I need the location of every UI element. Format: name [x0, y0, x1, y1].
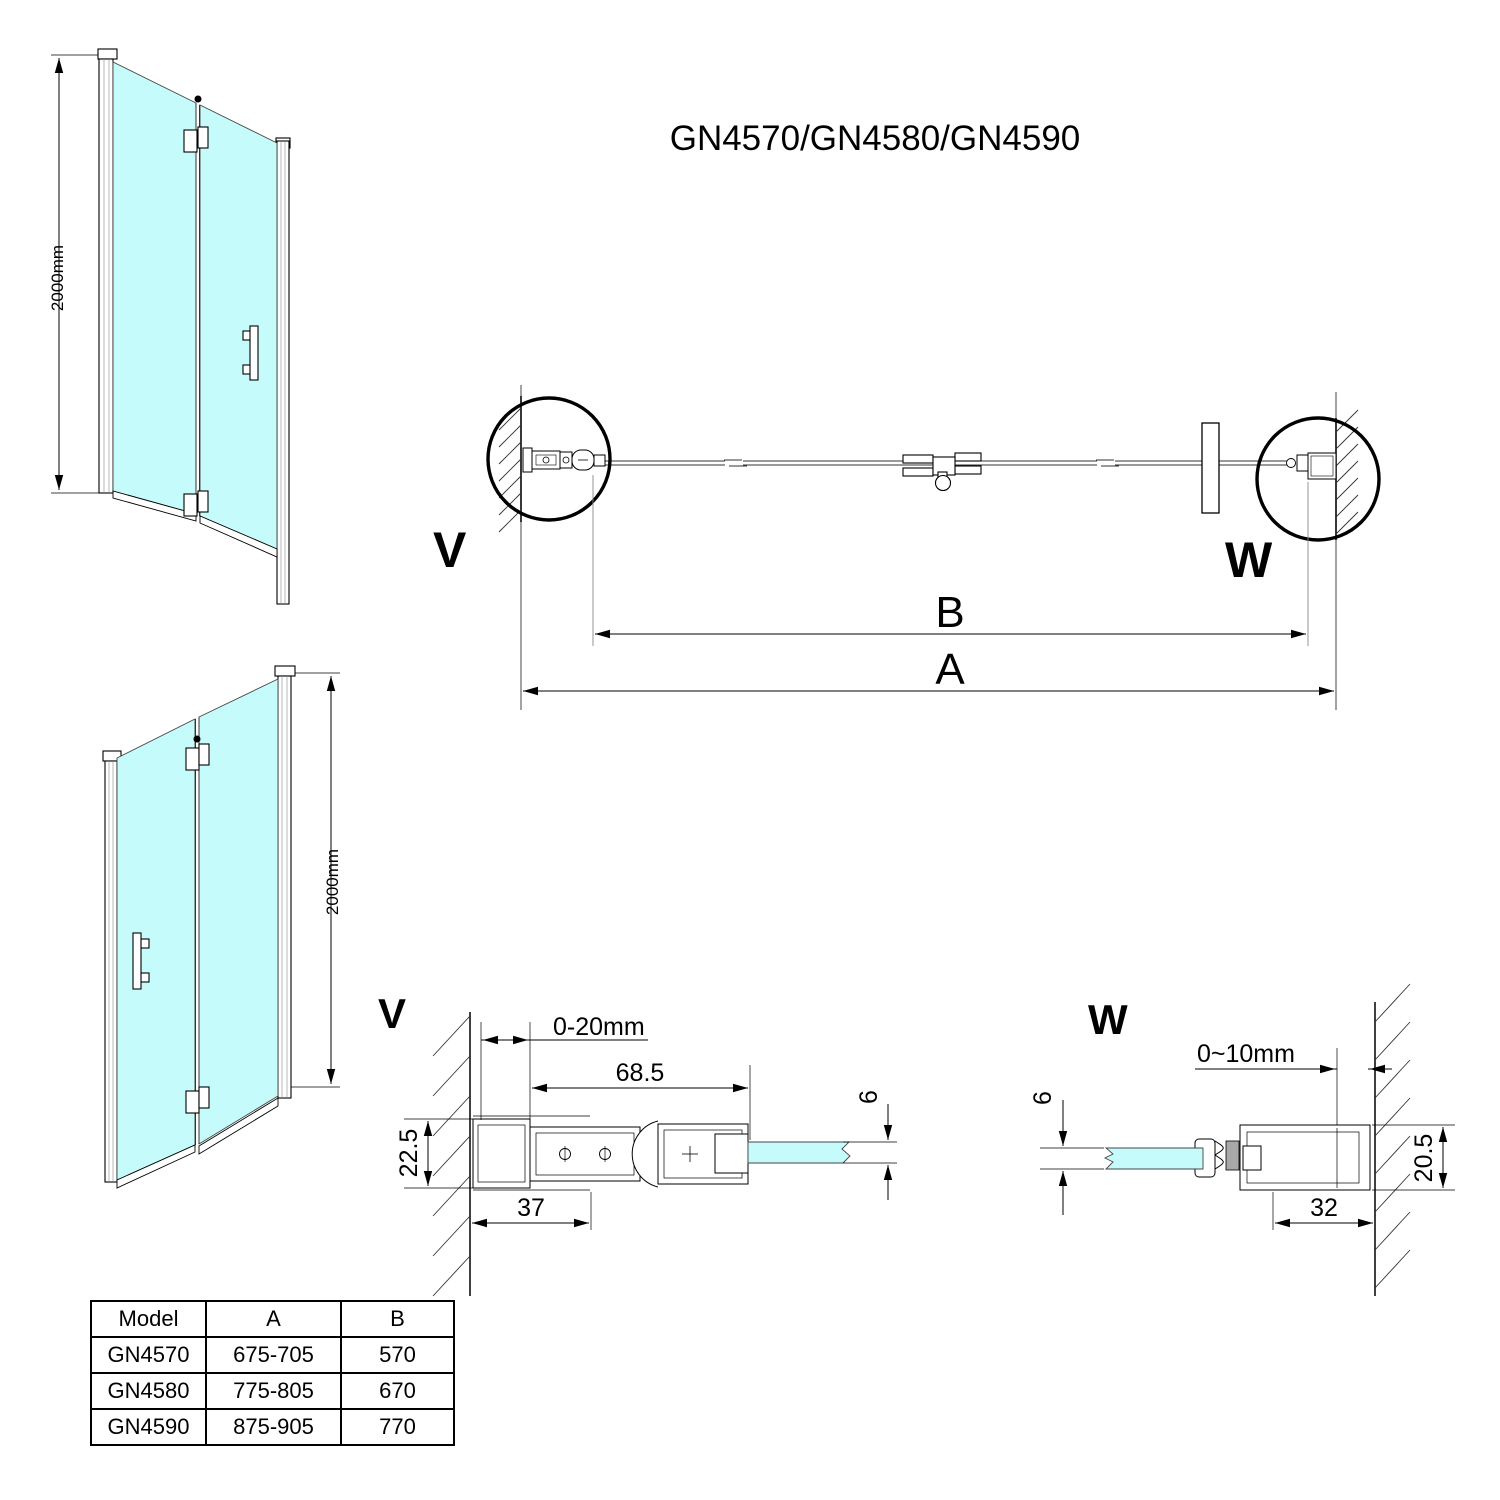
fold-line	[196, 103, 200, 516]
dim-b-label: B	[935, 588, 965, 637]
profile-section	[1195, 1125, 1370, 1190]
height-dim-label: 2000mm	[48, 244, 67, 312]
detail-w-marker: W	[1225, 532, 1273, 588]
dim-profile-width-label: 68.5	[615, 1059, 665, 1087]
glass-pane-right	[199, 679, 278, 1144]
dim-a-cell: 875-905	[206, 1409, 341, 1445]
model-cell: GN4590	[91, 1409, 206, 1445]
detail-v-label: V	[378, 990, 407, 1037]
handle-plan	[1202, 423, 1219, 513]
dim-glass-thickness-label: 6	[1029, 1091, 1057, 1105]
dim-glass-thickness-label: 6	[855, 1090, 883, 1104]
glass-pane-left	[117, 719, 195, 1180]
table-row	[91, 1373, 454, 1409]
front-view-top	[48, 49, 290, 604]
detail-section-w	[1029, 984, 1455, 1296]
dim-a-cell: 675-705	[206, 1337, 341, 1373]
dim-b-cell: 770	[341, 1409, 454, 1445]
col-header-b: B	[341, 1301, 454, 1337]
dim-glass-thickness	[1040, 1100, 1104, 1215]
wall-hatch	[1375, 984, 1410, 1288]
glass-pane-right	[200, 105, 277, 549]
dim-wall-bracket-label: 37	[517, 1194, 545, 1222]
sheet-title: GN4570/GN4580/GN4590	[669, 119, 1081, 158]
front-view-bottom	[103, 666, 342, 1188]
wall-profile-fitting-v	[523, 448, 605, 472]
detail-w-label: W	[1088, 996, 1128, 1043]
glass-section	[1105, 1148, 1203, 1169]
col-header-a: A	[206, 1301, 341, 1337]
dim-b-cell: 570	[341, 1337, 454, 1373]
fold-line	[196, 717, 200, 1145]
dim-a-cell: 775-805	[206, 1373, 341, 1409]
dim-glass-thickness	[843, 1104, 897, 1200]
dim-wall-adjust-label: 0-20mm	[553, 1013, 645, 1041]
model-cell: GN4580	[91, 1373, 206, 1409]
wall-profile-fitting-w	[1287, 453, 1337, 479]
height-dim-label: 2000mm	[323, 848, 342, 916]
dim-a-label: A	[935, 645, 965, 694]
dim-wall-adjust-label: 0~10mm	[1197, 1040, 1295, 1068]
detail-v-marker: V	[433, 522, 467, 578]
detail-section-v	[378, 990, 897, 1296]
col-header-model: Model	[91, 1301, 206, 1337]
plan-view	[433, 385, 1379, 710]
center-hinge-plan	[903, 453, 981, 491]
table-row	[91, 1409, 454, 1445]
dim-profile-depth-label: 22.5	[395, 1128, 423, 1178]
dim-profile-depth-label: 20.5	[1410, 1133, 1438, 1183]
table-row	[91, 1337, 454, 1373]
hinge-bottom	[184, 491, 208, 516]
profile-section	[473, 1116, 748, 1190]
dim-profile-width-label: 32	[1310, 1194, 1338, 1222]
wall-hatch	[433, 1016, 470, 1296]
wall-left-hatch	[499, 408, 521, 532]
model-cell: GN4570	[91, 1337, 206, 1373]
size-table-header-row	[91, 1301, 454, 1337]
glass-section	[748, 1142, 850, 1163]
size-table	[90, 1300, 455, 1446]
dim-b-cell: 670	[341, 1373, 454, 1409]
